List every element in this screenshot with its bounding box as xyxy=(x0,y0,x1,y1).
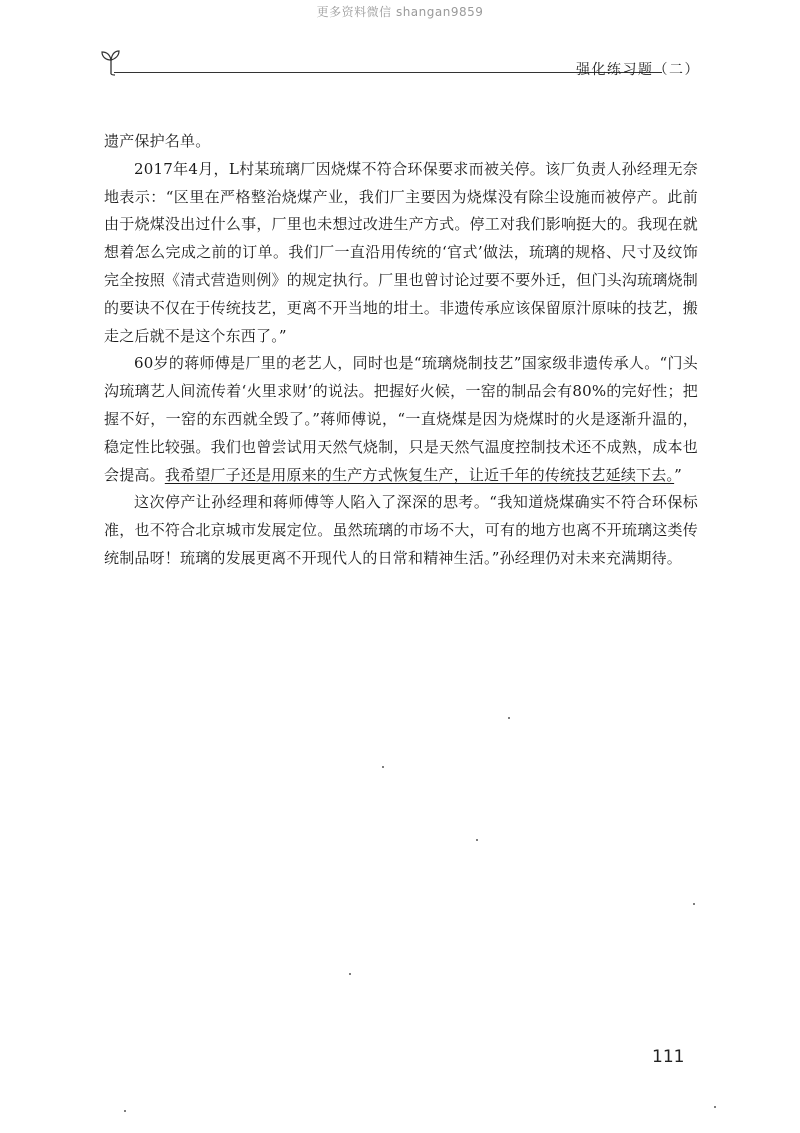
paragraph-factory-closure: 2017年4月，L村某琉璃厂因烧煤不符合环保要求而被关停。该厂负责人孙经理无奈地表示：“区里在严格整治烧煤产业，我们厂主要因为烧煤没有除尘设施而被停产。此前由于烧煤没出过什么事，厂里也未想过改进生产方式。停工对我们影响挺大的。我现在就想着怎么完成之前的订单。我们厂一直沿用传统的‘官式’做法，琉璃的规格、尺寸及纹饰完全按照《清式营造则例》的规定执行。厂里也曾讨论过要不要外迁，但门头沟琉璃烧制的要诀不仅在于传统技艺，更离不开当地的坩土。非遗传承应该保留原汁原味的技艺，搬走之后就不是这个东西了。” xyxy=(104,159,698,345)
scan-speck xyxy=(714,1106,716,1108)
page-header xyxy=(100,48,700,88)
scan-speck xyxy=(349,973,351,975)
paragraph-master-jiang xyxy=(104,350,698,489)
paragraph-continuation: 遗产保护名单。 xyxy=(104,132,211,150)
scan-speck xyxy=(508,717,510,719)
page-number: 111 xyxy=(652,1047,685,1067)
closing-quote: ” xyxy=(674,465,682,484)
paragraph-reflection: 这次停产让孙经理和蒋师傅等人陷入了深深的思考。“我知道烧煤确实不符合环保标准，也不符合北京城市发展定位。虽然琉璃的市场不大，可有的地方也离不开琉璃这类传统制品呀！琉璃的发展更离不开现代人的日常和精神生活。”孙经理仍对未来充满期待。 xyxy=(104,493,698,567)
underlined-sentence: 我希望厂子还是用原来的生产方式恢复生产，让近千年的传统技艺延续下去。 xyxy=(164,465,675,484)
page-header-title: 强化练习题（二） xyxy=(576,62,700,78)
sprout-icon xyxy=(100,48,122,78)
scan-speck xyxy=(124,1110,126,1112)
scan-speck xyxy=(476,839,478,841)
watermark-text: 更多资料微信 shangan9859 xyxy=(316,5,484,19)
scan-speck xyxy=(382,766,384,768)
paragraph-master-jiang-text: 60岁的蒋师傅是厂里的老艺人，同时也是“琉璃烧制技艺”国家级非遗传承人。“门头沟琉璃艺人间流传着‘火里求财’的说法。把握好火候，一窑的制品会有80%的完好性；把握不好，一窑的东西就全毁了。”蒋师傅说，“一直烧煤是因为烧煤时的火是逐渐升温的，稳定性比较强。我们也曾尝试用天然气烧制，只是天然气温度控制技术还不成熟，成本也会提高。 xyxy=(104,354,698,484)
article-body xyxy=(104,128,698,573)
scan-speck xyxy=(693,903,695,905)
